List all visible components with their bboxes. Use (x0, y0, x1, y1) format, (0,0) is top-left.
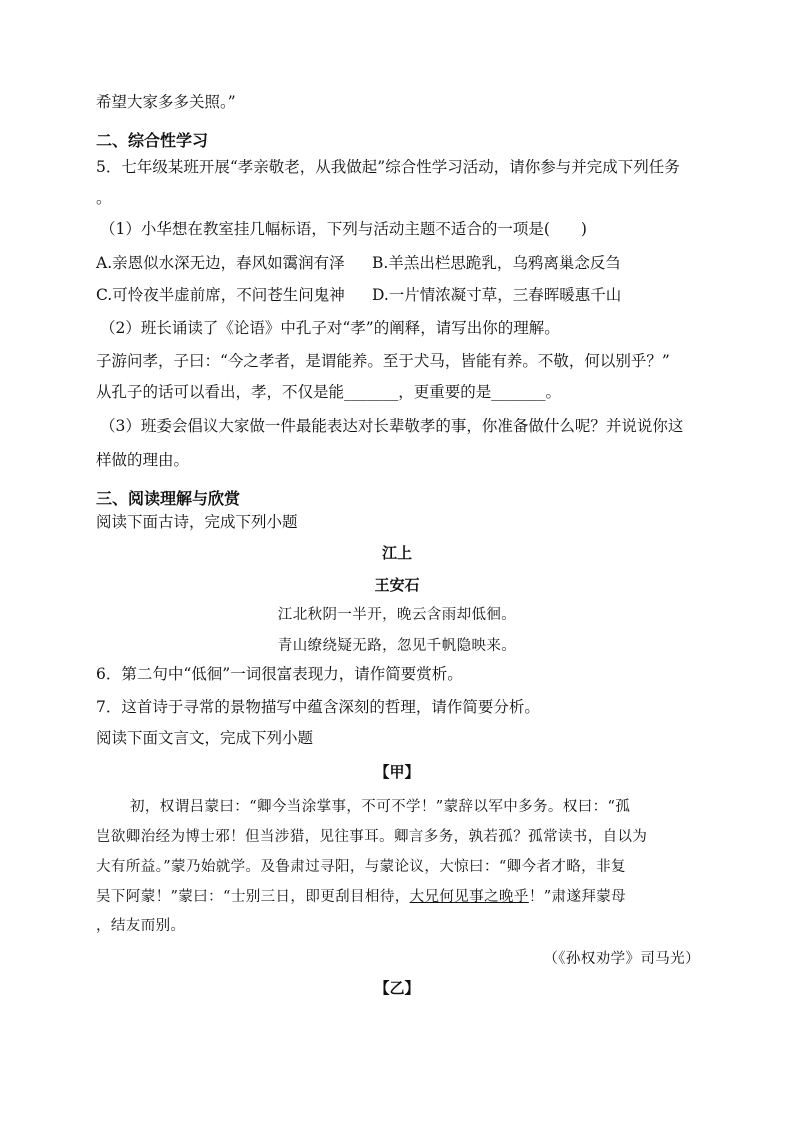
passage-line-5: ，结友而别。 (96, 918, 186, 934)
passage-line-4-end: ！”肃遂拜蒙母 (528, 889, 627, 905)
fill-in-blank: 从孔子的话可以看出，孝，不仅是能_______，更重要的是_______。 (96, 383, 562, 401)
option-d: D.一片情浓凝寸草，三春晖暖惠千山 (372, 286, 622, 304)
poem-instruction: 阅读下面古诗，完成下列小题 (96, 513, 298, 531)
analects-quote: 子游问孝，子曰：“今之孝者，是谓能养。至于犬马，皆能有养。不敬，何以别乎？” (96, 352, 670, 370)
classical-text-instruction: 阅读下面文言文，完成下列小题 (96, 729, 314, 747)
section-heading-comprehensive-study: 二、综合性学习 (96, 131, 209, 150)
passage-line-2: 岂欲卿治经为博士邪！但当涉猎，见往事耳。卿言多务，孰若孤？孤常读书，自以为 (96, 829, 648, 845)
question-5-line1: 5．七年级某班开展“孝亲敬老，从我做起”综合性学习活动，请你参与并完成下列任务 (96, 158, 680, 176)
passage-line-1: 初，权谓吕蒙曰：“卿今当涂掌事，不可不学！”蒙辞以军中多务。权曰：“孤 (130, 799, 631, 815)
passage-line-4 (96, 887, 696, 907)
poem-line-1: 江北秋阴一半开，晚云含雨却低徊。 (277, 607, 517, 623)
underlined-sentence: 大兄何见事之晚乎 (409, 889, 529, 905)
section-heading-reading: 三、阅读理解与欣赏 (96, 489, 241, 508)
question-5-line2: 。 (96, 189, 112, 207)
option-b: B.羊羔出栏思跪乳，乌鸦离巢念反刍 (372, 254, 621, 272)
question-7: 7．这首诗于寻常的景物描写中蕴含深刻的哲理，请作简要分析。 (96, 698, 540, 716)
subquestion-2: （2）班长诵读了《论语》中孔子对“孝”的阐释，请写出你的理解。 (100, 319, 560, 337)
poem-title: 江上 (381, 544, 412, 562)
passage-line-4-start: 吴下阿蒙！”蒙曰：“士别三日，即更刮目相待， (96, 889, 410, 905)
passage-jia-label: 【甲】 (374, 763, 420, 781)
poem-line-2: 青山缭绕疑无路，忽见千帆隐映来。 (277, 638, 517, 654)
continued-text-line: 希望大家多多关照。” (96, 93, 236, 111)
poem-author: 王安石 (374, 576, 420, 594)
passage-source: （《孙权劝学》司马光） (543, 951, 700, 967)
subquestion-1: （1）小华想在教室挂几幅标语，下列与活动主题不适合的一项是( ) (100, 220, 587, 238)
option-c: C.可怜夜半虚前席，不问苍生问鬼神 (96, 286, 345, 304)
option-a: A.亲恩似水深无边，春风如霭润有泽 (96, 254, 345, 272)
subquestion-3-line1: （3）班委会倡议大家做一件最能表达对长辈敬孝的事，你准备做什么呢？并说说你这 (100, 417, 684, 435)
passage-yi-label: 【乙】 (374, 979, 420, 997)
question-6: 6．第二句中“低徊”一词很富表现力，请作简要赏析。 (96, 665, 463, 683)
subquestion-3-line2: 样做的理由。 (96, 451, 190, 469)
passage-line-3: 大有所益。”蒙乃始就学。及鲁肃过寻阳，与蒙论议，大惊曰：“卿今者才略，非复 (96, 859, 626, 875)
